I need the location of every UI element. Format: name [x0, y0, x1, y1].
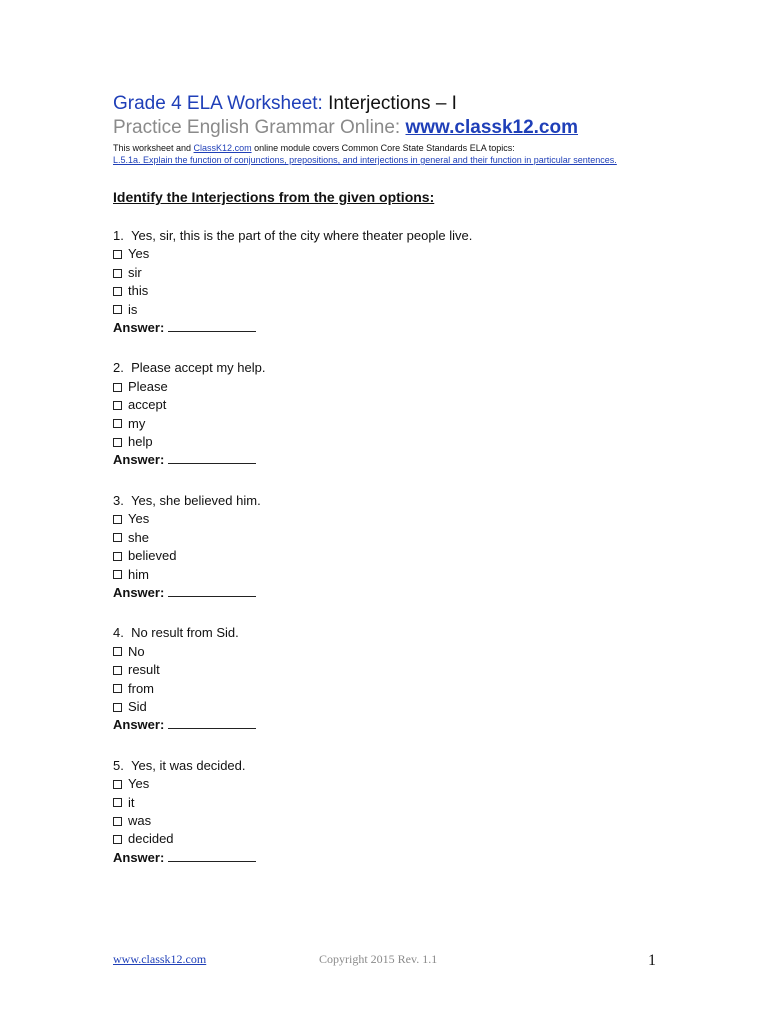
question-4	[113, 624, 633, 734]
subtitle-prefix: Practice English Grammar Online:	[113, 117, 401, 138]
subtitle-website-link[interactable]: www.classk12.com	[405, 117, 579, 138]
answer-line	[113, 584, 633, 602]
footer-website-link[interactable]: www.classk12.com	[113, 952, 207, 966]
option[interactable]	[113, 698, 633, 716]
question-text	[113, 492, 633, 510]
option-label: sir	[128, 264, 142, 280]
answer-blank[interactable]	[168, 321, 256, 332]
option[interactable]	[113, 396, 633, 414]
checkbox[interactable]	[113, 419, 122, 428]
question-sentence: Yes, it was decided.	[131, 757, 246, 773]
answer-line	[113, 849, 633, 867]
option[interactable]	[113, 643, 633, 661]
option[interactable]	[113, 245, 633, 263]
coverage-text-pre: This worksheet and	[113, 143, 194, 153]
question-sentence: No result from Sid.	[131, 625, 239, 641]
option[interactable]	[113, 661, 633, 679]
option[interactable]	[113, 812, 633, 830]
option-label: this	[128, 283, 149, 299]
worksheet-page	[113, 92, 633, 867]
option[interactable]	[113, 566, 633, 584]
checkbox[interactable]	[113, 552, 122, 561]
checkbox[interactable]	[113, 438, 122, 447]
checkbox[interactable]	[113, 287, 122, 296]
page-number: 1	[648, 952, 656, 969]
answer-label: Answer:	[113, 320, 165, 336]
option-label: from	[128, 680, 154, 696]
option-label: was	[128, 812, 152, 828]
question-text	[113, 359, 633, 377]
answer-blank[interactable]	[168, 586, 256, 597]
checkbox[interactable]	[113, 798, 122, 807]
option-label: my	[128, 415, 146, 431]
question-number: 4.	[113, 625, 124, 641]
option-label: Yes	[128, 511, 150, 527]
option-label: Please	[128, 378, 168, 394]
option[interactable]	[113, 830, 633, 848]
question-number: 1.	[113, 228, 124, 243]
coverage-text-post: online module covers Common Core State Standards ELA topics:	[251, 143, 515, 153]
checkbox[interactable]	[113, 817, 122, 826]
question-text	[113, 227, 633, 245]
question-sentence: Yes, sir, this is the part of the city where theater people live.	[131, 228, 473, 243]
checkbox[interactable]	[113, 647, 122, 656]
option-label: him	[128, 566, 149, 582]
classk12-link[interactable]: ClassK12.com	[193, 143, 252, 153]
option-label: No	[128, 643, 145, 659]
title-topic: Interjections – I	[328, 93, 457, 114]
question-2	[113, 359, 633, 469]
question-3	[113, 492, 633, 602]
question-list	[113, 227, 633, 867]
option-label: it	[128, 794, 135, 810]
option-label: Yes	[128, 246, 150, 262]
option[interactable]	[113, 775, 633, 793]
option[interactable]	[113, 301, 633, 319]
checkbox[interactable]	[113, 666, 122, 675]
option-label: help	[128, 434, 153, 450]
option-label: Sid	[128, 698, 147, 714]
answer-label: Answer:	[113, 452, 165, 468]
checkbox[interactable]	[113, 269, 122, 278]
page-subtitle	[113, 116, 633, 140]
standard-link[interactable]: L.5.1a. Explain the function of conjunctions, prepositions, and interjections in general and their function in particular sentences.	[113, 155, 617, 165]
answer-line	[113, 451, 633, 469]
checkbox[interactable]	[113, 684, 122, 693]
question-sentence: Please accept my help.	[131, 360, 266, 376]
question-sentence: Yes, she believed him.	[131, 492, 261, 508]
answer-line	[113, 716, 633, 734]
page-title	[113, 92, 633, 116]
option-label: Yes	[128, 776, 150, 792]
option[interactable]	[113, 378, 633, 396]
answer-label: Answer:	[113, 717, 165, 733]
option[interactable]	[113, 415, 633, 433]
option[interactable]	[113, 794, 633, 812]
checkbox[interactable]	[113, 515, 122, 524]
option-label: decided	[128, 831, 174, 847]
checkbox[interactable]	[113, 305, 122, 314]
question-number: 3.	[113, 492, 124, 508]
coverage-note	[113, 142, 633, 166]
checkbox[interactable]	[113, 533, 122, 542]
checkbox[interactable]	[113, 835, 122, 844]
option[interactable]	[113, 433, 633, 451]
checkbox[interactable]	[113, 703, 122, 712]
answer-blank[interactable]	[168, 718, 256, 729]
question-text	[113, 757, 633, 775]
option-label: result	[128, 662, 160, 678]
question-number: 2.	[113, 360, 124, 376]
option-label: believed	[128, 548, 177, 564]
option-label: is	[128, 301, 138, 317]
checkbox[interactable]	[113, 570, 122, 579]
footer-copyright: Copyright 2015 Rev. 1.1	[319, 952, 438, 966]
option[interactable]	[113, 282, 633, 300]
answer-label: Answer:	[113, 849, 165, 865]
answer-blank[interactable]	[168, 453, 256, 464]
answer-blank[interactable]	[168, 851, 256, 862]
question-text	[113, 624, 633, 642]
option-label: she	[128, 529, 149, 545]
question-5	[113, 757, 633, 867]
option[interactable]	[113, 529, 633, 547]
option[interactable]	[113, 264, 633, 282]
option[interactable]	[113, 547, 633, 565]
title-prefix: Grade 4 ELA Worksheet:	[113, 93, 323, 114]
option[interactable]	[113, 510, 633, 528]
option[interactable]	[113, 680, 633, 698]
question-1	[113, 227, 633, 337]
instructions-heading: Identify the Interjections from the given options:	[113, 189, 435, 205]
checkbox[interactable]	[113, 780, 122, 789]
option-label: accept	[128, 397, 167, 413]
question-number: 5.	[113, 757, 124, 773]
checkbox[interactable]	[113, 401, 122, 410]
answer-label: Answer:	[113, 584, 165, 600]
checkbox[interactable]	[113, 250, 122, 259]
checkbox[interactable]	[113, 383, 122, 392]
answer-line	[113, 319, 633, 337]
